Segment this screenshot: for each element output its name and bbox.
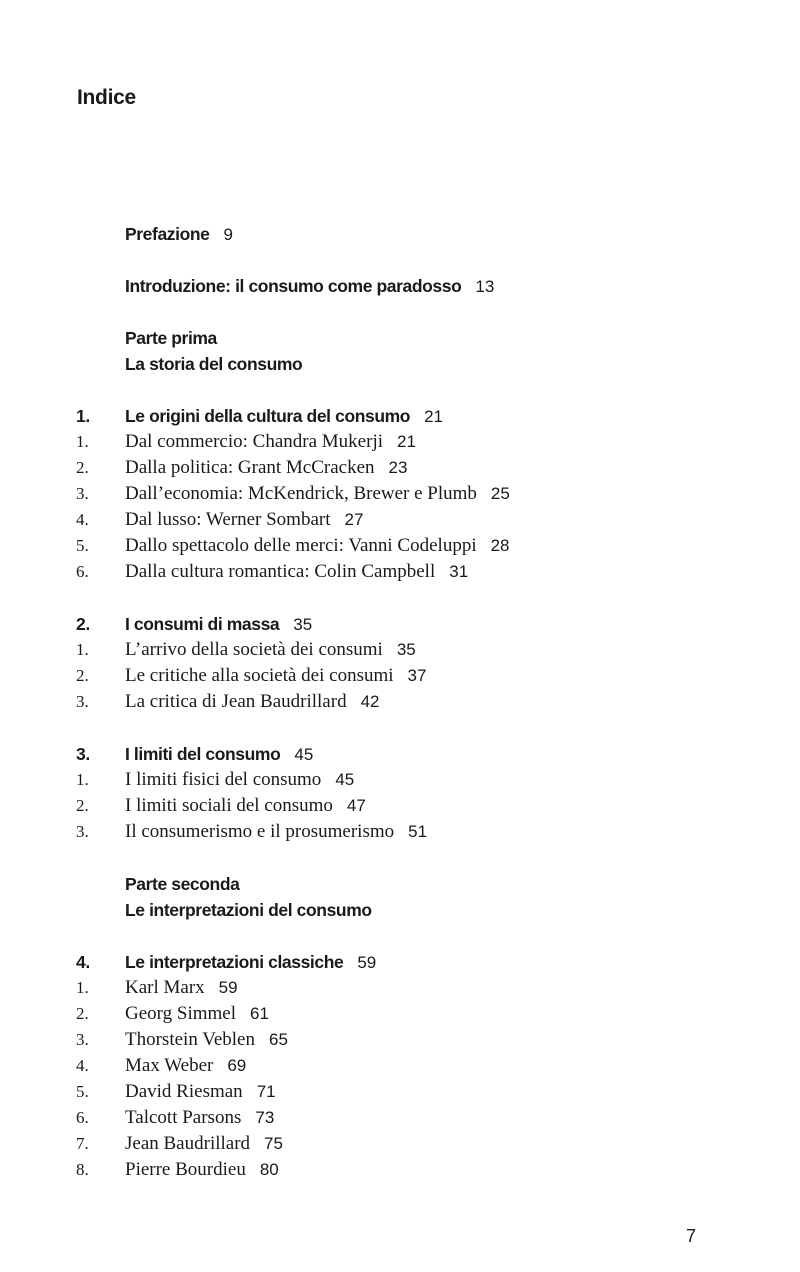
toc-entry-title — [125, 663, 426, 689]
toc-entry-text: Jean Baudrillard — [125, 1133, 251, 1154]
toc-entry — [0, 429, 800, 455]
toc-entry — [0, 1053, 800, 1079]
toc-entry-title — [125, 897, 372, 923]
toc-entry-title — [125, 273, 494, 300]
toc-heading — [0, 897, 800, 923]
toc-entry-text: La critica di Jean Baudrillard — [125, 691, 347, 712]
toc-entry-number: 2. — [76, 666, 89, 685]
toc-entry-page: 45 — [294, 745, 314, 764]
toc-entry-number: 2. — [76, 1004, 89, 1023]
toc-entry-page: 21 — [424, 407, 444, 426]
toc-entry-number: 7. — [76, 1134, 89, 1153]
toc-entry-title — [125, 611, 312, 638]
toc-entry-text: Parte prima — [125, 328, 217, 348]
toc-entry-page: 80 — [259, 1160, 279, 1179]
toc-entry — [0, 637, 800, 663]
toc-entry-title — [125, 1027, 288, 1053]
toc-entry-page: 73 — [255, 1108, 275, 1127]
toc-entry-title — [125, 533, 510, 559]
toc-heading — [0, 325, 800, 351]
toc-entry-title — [125, 1001, 269, 1027]
toc-entry-page: 23 — [388, 458, 408, 477]
toc-entry-number: 3. — [76, 692, 89, 711]
toc-heading — [0, 273, 800, 299]
toc-entry-number: 4. — [76, 952, 90, 972]
toc-entry-number: 1. — [76, 406, 90, 426]
toc-entry-page: 47 — [346, 796, 366, 815]
toc-entry — [0, 975, 800, 1001]
toc-entry-text: Thorstein Veblen — [125, 1029, 255, 1050]
toc-entry-text: Karl Marx — [125, 977, 205, 998]
toc-heading — [0, 403, 800, 429]
toc-entry-title — [125, 1079, 276, 1105]
page-number: 7 — [686, 1226, 697, 1246]
toc-entry-title — [125, 949, 376, 976]
toc-entry-text: Le critiche alla società dei consumi — [125, 665, 394, 686]
toc-entry-title — [125, 689, 380, 715]
toc-entry-text: Georg Simmel — [125, 1003, 237, 1024]
toc-entry-page: 51 — [408, 822, 428, 841]
toc-heading — [0, 871, 800, 897]
toc-entry-title — [125, 455, 407, 481]
toc-entry-number: 1. — [76, 432, 89, 451]
toc-entry — [0, 1001, 800, 1027]
toc-entry-text: Dalla cultura romantica: Colin Campbell — [125, 561, 436, 582]
toc-heading — [0, 611, 800, 637]
toc-entry-text: I limiti sociali del consumo — [125, 795, 333, 816]
toc-entry-text: David Riesman — [125, 1081, 243, 1102]
toc-entry-text: Il consumerismo e il prosumerismo — [125, 821, 395, 842]
toc-heading — [0, 221, 800, 247]
toc-entry-page: 27 — [344, 510, 364, 529]
toc-entry-title — [125, 221, 233, 248]
toc-entry-number: 4. — [76, 510, 89, 529]
toc-entry-title — [125, 1157, 279, 1183]
toc-entry-page: 13 — [475, 277, 495, 296]
toc-entry-text: Dal commercio: Chandra Mukerji — [125, 431, 384, 452]
toc-entry-number: 2. — [76, 796, 89, 815]
toc-entry-page: 21 — [397, 432, 416, 451]
toc-entry-page: 45 — [335, 770, 355, 789]
toc-entry-title — [125, 637, 416, 663]
toc-entry-text: Introduzione: il consumo come paradosso — [125, 276, 462, 296]
toc-entry — [0, 1131, 800, 1157]
toc-entry — [0, 1157, 800, 1183]
toc-entry-title — [125, 403, 443, 430]
toc-entry — [0, 663, 800, 689]
toc-entry — [0, 507, 800, 533]
toc-entry-title — [125, 819, 427, 845]
toc-entry-page: 42 — [360, 692, 380, 711]
toc-entry-title — [125, 1053, 246, 1079]
toc-entry-page: 31 — [449, 562, 469, 581]
toc-entry-page: 37 — [407, 666, 427, 685]
toc-entry-text: Dall’economia: McKendrick, Brewer e Plumb — [125, 483, 477, 504]
toc-entry-number: 5. — [76, 1082, 89, 1101]
toc-entry — [0, 689, 800, 715]
toc-heading — [0, 949, 800, 975]
toc-entry-text: I limiti fisici del consumo — [125, 769, 322, 790]
index-title: Indice — [77, 86, 136, 109]
toc-entry-text: I limiti del consumo — [125, 744, 281, 764]
toc-entry-title — [125, 975, 238, 1001]
toc-entry-title — [125, 871, 239, 897]
toc-entry — [0, 1105, 800, 1131]
toc-entry-number: 4. — [76, 1056, 89, 1075]
toc-entry-text: Dalla politica: Grant McCracken — [125, 457, 375, 478]
toc-entry-text: Pierre Bourdieu — [125, 1159, 246, 1180]
toc-entry-text: Le origini della cultura del consumo — [125, 406, 411, 426]
toc-entry-number: 1. — [76, 770, 89, 789]
toc-entry-text: L’arrivo della società dei consumi — [125, 639, 383, 660]
toc-entry-number: 3. — [76, 484, 89, 503]
toc-entry-text: Talcott Parsons — [125, 1107, 242, 1128]
toc-entry-page: 65 — [269, 1030, 288, 1049]
toc-entry-page: 71 — [256, 1082, 276, 1101]
toc-entry — [0, 533, 800, 559]
toc-entry-number: 2. — [76, 458, 89, 477]
toc-entry-page: 28 — [490, 536, 510, 555]
toc-entry-title — [125, 793, 366, 819]
toc-entry-title — [125, 481, 510, 507]
toc-entry-title — [125, 325, 217, 351]
toc-entry-text: Parte seconda — [125, 874, 240, 894]
toc-entry-page: 25 — [490, 484, 510, 503]
toc-entry-number: 3. — [76, 822, 89, 841]
toc-entry-title — [125, 767, 354, 793]
toc-entry — [0, 1079, 800, 1105]
toc-entry-number: 3. — [76, 1030, 89, 1049]
toc-entry-number: 8. — [76, 1160, 89, 1179]
toc-entry-text: Max Weber — [125, 1055, 214, 1076]
toc-entry-page: 35 — [293, 615, 313, 634]
toc-heading — [0, 741, 800, 767]
toc-entry-number: 6. — [76, 1108, 89, 1127]
toc-heading — [0, 351, 800, 377]
toc-entry-page: 61 — [250, 1004, 269, 1023]
toc-entry — [0, 819, 800, 845]
toc-entry-text: Dallo spettacolo delle merci: Vanni Codeluppi — [125, 535, 477, 556]
toc-entry-title — [125, 429, 416, 455]
toc-entry — [0, 481, 800, 507]
toc-entry-text: La storia del consumo — [125, 354, 303, 374]
toc-entry-title — [125, 741, 313, 768]
toc-entry — [0, 767, 800, 793]
toc-entry-title — [125, 507, 363, 533]
toc-entry-number: 3. — [76, 744, 90, 764]
toc-entry — [0, 1027, 800, 1053]
toc-entry-number: 6. — [76, 562, 89, 581]
toc-entry-page: 69 — [227, 1056, 247, 1075]
toc-entry-text: Le interpretazioni classiche — [125, 952, 344, 972]
toc-entry-title — [125, 559, 468, 585]
toc-entry-text: Le interpretazioni del consumo — [125, 900, 372, 920]
toc-entry-page: 59 — [218, 978, 238, 997]
toc-entry-number: 5. — [76, 536, 89, 555]
toc-entry-text: Dal lusso: Werner Sombart — [125, 509, 331, 530]
toc-entry-title — [125, 1105, 274, 1131]
toc-entry — [0, 793, 800, 819]
toc-entry — [0, 559, 800, 585]
toc-entry-number: 1. — [76, 978, 89, 997]
toc-entry-title — [125, 1131, 283, 1157]
toc-entry-page: 59 — [357, 953, 377, 972]
toc-entry-number: 2. — [76, 614, 90, 634]
toc-entry-title — [125, 351, 302, 377]
toc-entry-number: 1. — [76, 640, 89, 659]
toc-entry-page: 9 — [223, 225, 233, 244]
toc-entry-text: I consumi di massa — [125, 614, 280, 634]
toc-entry-text: Prefazione — [125, 224, 210, 244]
toc-entry — [0, 455, 800, 481]
toc-entry-page: 75 — [264, 1134, 283, 1153]
toc-entry-page: 35 — [396, 640, 416, 659]
